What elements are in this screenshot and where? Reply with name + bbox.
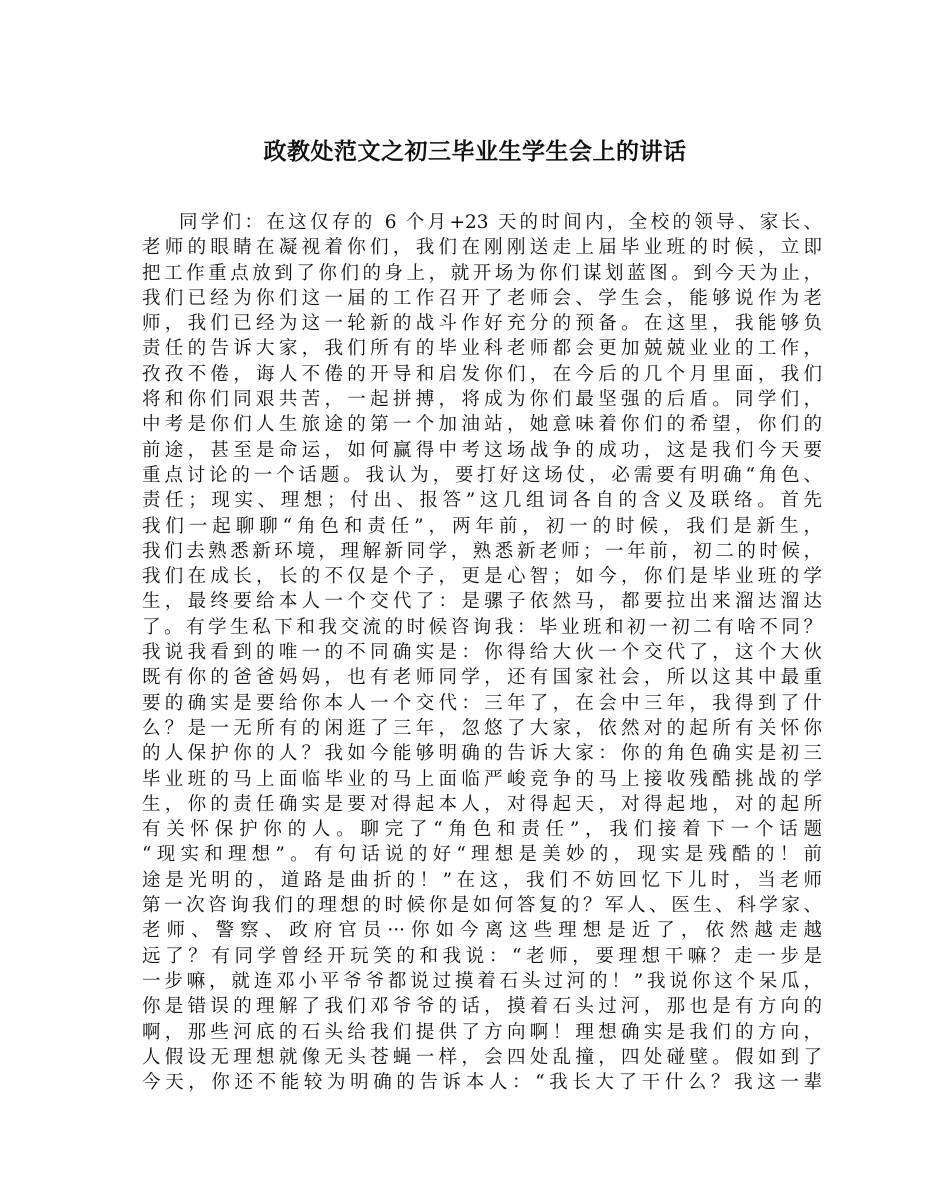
body-line: 我们去熟悉新环境，理解新同学，熟悉新老师；一年前，初二的时候，: [142, 540, 822, 562]
body-line: 途是光明的，道路是曲折的！”在这，我们不妨回忆下儿时，当老师: [142, 869, 822, 891]
body-line: 我们在成长，长的不仅是个子，更是心智；如今，你们是毕业班的学: [142, 566, 822, 588]
body-line: 既有你的爸爸妈妈，也有老师同学，还有国家社会，所以这其中最重: [142, 667, 822, 689]
body-line: 么？是一无所有的闲逛了三年，忽悠了大家，依然对的起所有关怀你: [142, 717, 822, 739]
body-line: 生，你的责任确实是要对得起本人，对得起天，对得起地，对的起所: [142, 793, 822, 815]
body-line: 我们一起聊聊“角色和责任”，两年前，初一的时候，我们是新生，: [142, 515, 822, 537]
body-line: 责任；现实、理想；付出、报答”这几组词各自的含义及联络。首先: [142, 490, 822, 512]
body-line: 远了？有同学曾经开玩笑的和我说：“老师，要理想干嘛？走一步是: [142, 945, 822, 967]
body-line: 同学们：在这仅存的 6 个月+23 天的时间内，全校的领导、家长、: [179, 212, 822, 233]
document-title: 政教处范文之初三毕业生学生会上的讲话: [263, 138, 687, 165]
body-line: 的人保护你的人？我如今能够明确的告诉大家：你的角色确实是初三: [142, 743, 822, 765]
body-line: 了。有学生私下和我交流的时候咨询我：毕业班和初一初二有啥不同？: [142, 616, 822, 638]
body-line: 中考是你们人生旅途的第一个加油站，她意味着你们的希望，你们的: [142, 414, 822, 436]
body-line: 责任的告诉大家，我们所有的毕业科老师都会更加兢兢业业的工作，: [142, 338, 822, 360]
body-line: 重点讨论的一个话题。我认为，要打好这场仗，必需要有明确“角色、: [142, 464, 822, 486]
body-line: 你是错误的理解了我们邓爷爷的话，摸着石头过河，那也是有方向的: [142, 996, 822, 1018]
body-line: 今天，你还不能较为明确的告诉本人：“我长大了干什么？我这一辈: [142, 1072, 822, 1094]
body-line: 老师的眼睛在凝视着你们，我们在刚刚送走上届毕业班的时候，立即: [142, 237, 822, 259]
body-line: 一步嘛，就连邓小平爷爷都说过摸着石头过河的！”我说你这个呆瓜，: [142, 970, 822, 992]
body-line: 啊，那些河底的石头给我们提供了方向啊！理想确实是我们的方向，: [142, 1021, 822, 1043]
body-line: 我说我看到的唯一的不同确实是：你得给大伙一个交代了，这个大伙: [142, 642, 822, 664]
document-body: [142, 210, 822, 1095]
body-line: 孜孜不倦，诲人不倦的开导和启发你们，在今后的几个月里面，我们: [142, 363, 822, 385]
body-line: 将和你们同艰共苦，一起拼搏，将成为你们最坚强的后盾。同学们，: [142, 389, 822, 411]
body-line: 把工作重点放到了你们的身上，就开场为你们谋划蓝图。到今天为止，: [142, 262, 822, 284]
body-line: 毕业班的马上面临毕业的马上面临严峻竞争的马上接收残酷挑战的学: [142, 768, 822, 790]
body-line: 要的确实是要给你本人一个交代：三年了，在会中三年，我得到了什: [142, 692, 822, 714]
body-line: 老师、警察、政府官员···你如今离这些理想是近了，依然越走越: [142, 920, 822, 942]
body-line: 第一次咨询我们的理想的时候你是如何答复的？军人、医生、科学家、: [142, 895, 822, 917]
body-line: 师，我们已经为这一轮新的战斗作好充分的预备。在这里，我能够负: [142, 313, 822, 335]
body-line: 我们已经为你们这一届的工作召开了老师会、学生会，能够说作为老: [142, 287, 822, 309]
body-line: 前途，甚至是命运，如何赢得中考这场战争的成功，这是我们今天要: [142, 439, 822, 461]
body-line: 有关怀保护你的人。聊完了“角色和责任”，我们接着下一个话题: [142, 819, 822, 841]
body-line: 人假设无理想就像无头苍蝇一样，会四处乱撞，四处碰壁。假如到了: [142, 1046, 822, 1068]
body-line: 生，最终要给本人一个交代了：是骡子依然马，都要拉出来溜达溜达: [142, 591, 822, 613]
body-line: “现实和理想”。有句话说的好“理想是美妙的，现实是残酷的！前: [142, 844, 822, 866]
